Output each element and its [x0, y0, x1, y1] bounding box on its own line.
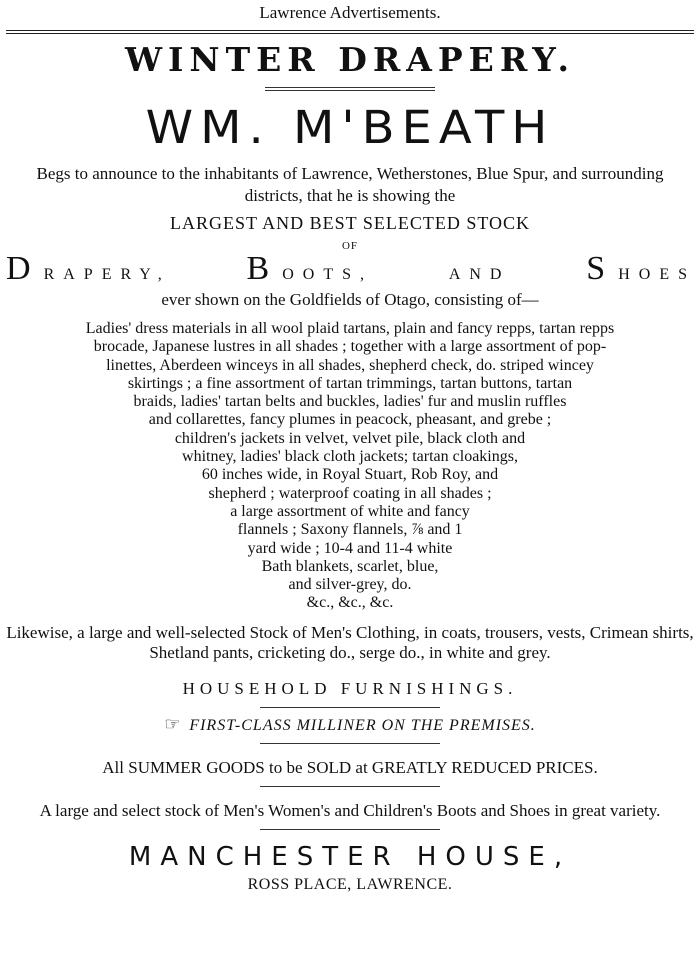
goods-line: Ladies' dress materials in all wool plaid tartans, plain and fancy repps, tartan repps — [85, 320, 615, 337]
merchant-name: WM. M'BEATH — [145, 101, 555, 155]
household-heading: HOUSEHOLD FURNISHINGS. — [182, 678, 518, 698]
goods-line: yard wide ; 10-4 and 11-4 white — [247, 539, 453, 557]
goods-line: shepherd ; waterproof coating in all shades ; — [208, 484, 492, 502]
goods-line: a large assortment of white and fancy — [230, 502, 470, 520]
goods-line: skirtings ; a fine assortment of tartan trimmings, tartan buttons, tartan — [127, 374, 573, 392]
boots-word: B OOTS, — [246, 250, 374, 287]
shoes-word: S HOES — [586, 250, 696, 287]
page-header: Lawrence Advertisements. — [259, 3, 441, 22]
goods-line: Bath blankets, scarlet, blue, — [261, 557, 439, 575]
mens-clothing-text: Likewise, a large and well-selected Stock of Men's Clothing, in coats, trousers, vests, Crimean shirts, Shetland pants, cricketing do., serge do., in white and grey. — [6, 622, 694, 662]
address: ROSS PLACE, LAWRENCE. — [247, 875, 453, 893]
advertisement-page — [0, 2, 700, 979]
goods-line: brocade, Japanese lustres in all shades ; together with a large assortment of pop- — [93, 338, 607, 356]
goods-list — [0, 320, 700, 613]
largest-stock-heading: LARGEST AND BEST SELECTED STOCK — [169, 213, 531, 233]
goods-line: whitney, ladies' black cloth jackets; tartan cloakings, — [182, 448, 518, 466]
divider-summer — [260, 786, 440, 787]
of-label: OF — [341, 240, 359, 252]
goods-line: 60 inches wide, in Royal Stuart, Rob Roy, and — [201, 466, 499, 484]
summer-goods-text: All SUMMER GOODS to be SOLD at GREATLY REDUCED PRICES. — [102, 757, 598, 777]
divider-milliner — [260, 743, 440, 744]
manchester-house: MANCHESTER HOUSE, — [128, 841, 572, 872]
boots-stock-text: A large and select stock of Men's Women's and Children's Boots and Shoes in great variety. — [39, 800, 661, 820]
ever-shown-text: ever shown on the Goldfields of Otago, consisting of— — [161, 290, 539, 309]
pointing-hand-icon: ☞ — [164, 713, 182, 734]
and-word: AND — [448, 266, 511, 283]
goods-line: and silver-grey, do. — [288, 576, 412, 594]
drapery-boots-shoes-line — [6, 250, 696, 287]
divider-stock — [260, 829, 440, 830]
drapery-word: D RAPERY, — [6, 250, 171, 287]
goods-line: and collarettes, fancy plumes in peacock, pheasant, and grebe ; — [148, 411, 552, 429]
goods-line: braids, ladies' tartan belts and buckles, ladies' fur and muslin ruffles — [133, 393, 567, 411]
goods-line: flannels ; Saxony flannels, ⅞ and 1 — [237, 521, 463, 539]
milliner-line — [0, 714, 700, 735]
header-rule — [6, 30, 694, 31]
divider-household — [260, 707, 440, 708]
goods-line: linettes, Aberdeen winceys in all shades, shepherd check, do. striped wincey — [106, 356, 594, 374]
goods-line: children's jackets in velvet, velvet pile, black cloth and — [174, 429, 526, 447]
divider — [265, 87, 435, 88]
intro-text: Begs to announce to the inhabitants of Lawrence, Wetherstones, Blue Spur, and surrounding districts, that he is showing the — [36, 164, 664, 205]
headline: WINTER DRAPERY. — [124, 40, 576, 79]
divider-second — [265, 90, 435, 91]
milliner-text: FIRST-CLASS MILLINER ON THE PREMISES. — [189, 716, 536, 734]
goods-line: &c., &c., &c. — [306, 594, 394, 612]
header-rule-second — [6, 33, 694, 34]
